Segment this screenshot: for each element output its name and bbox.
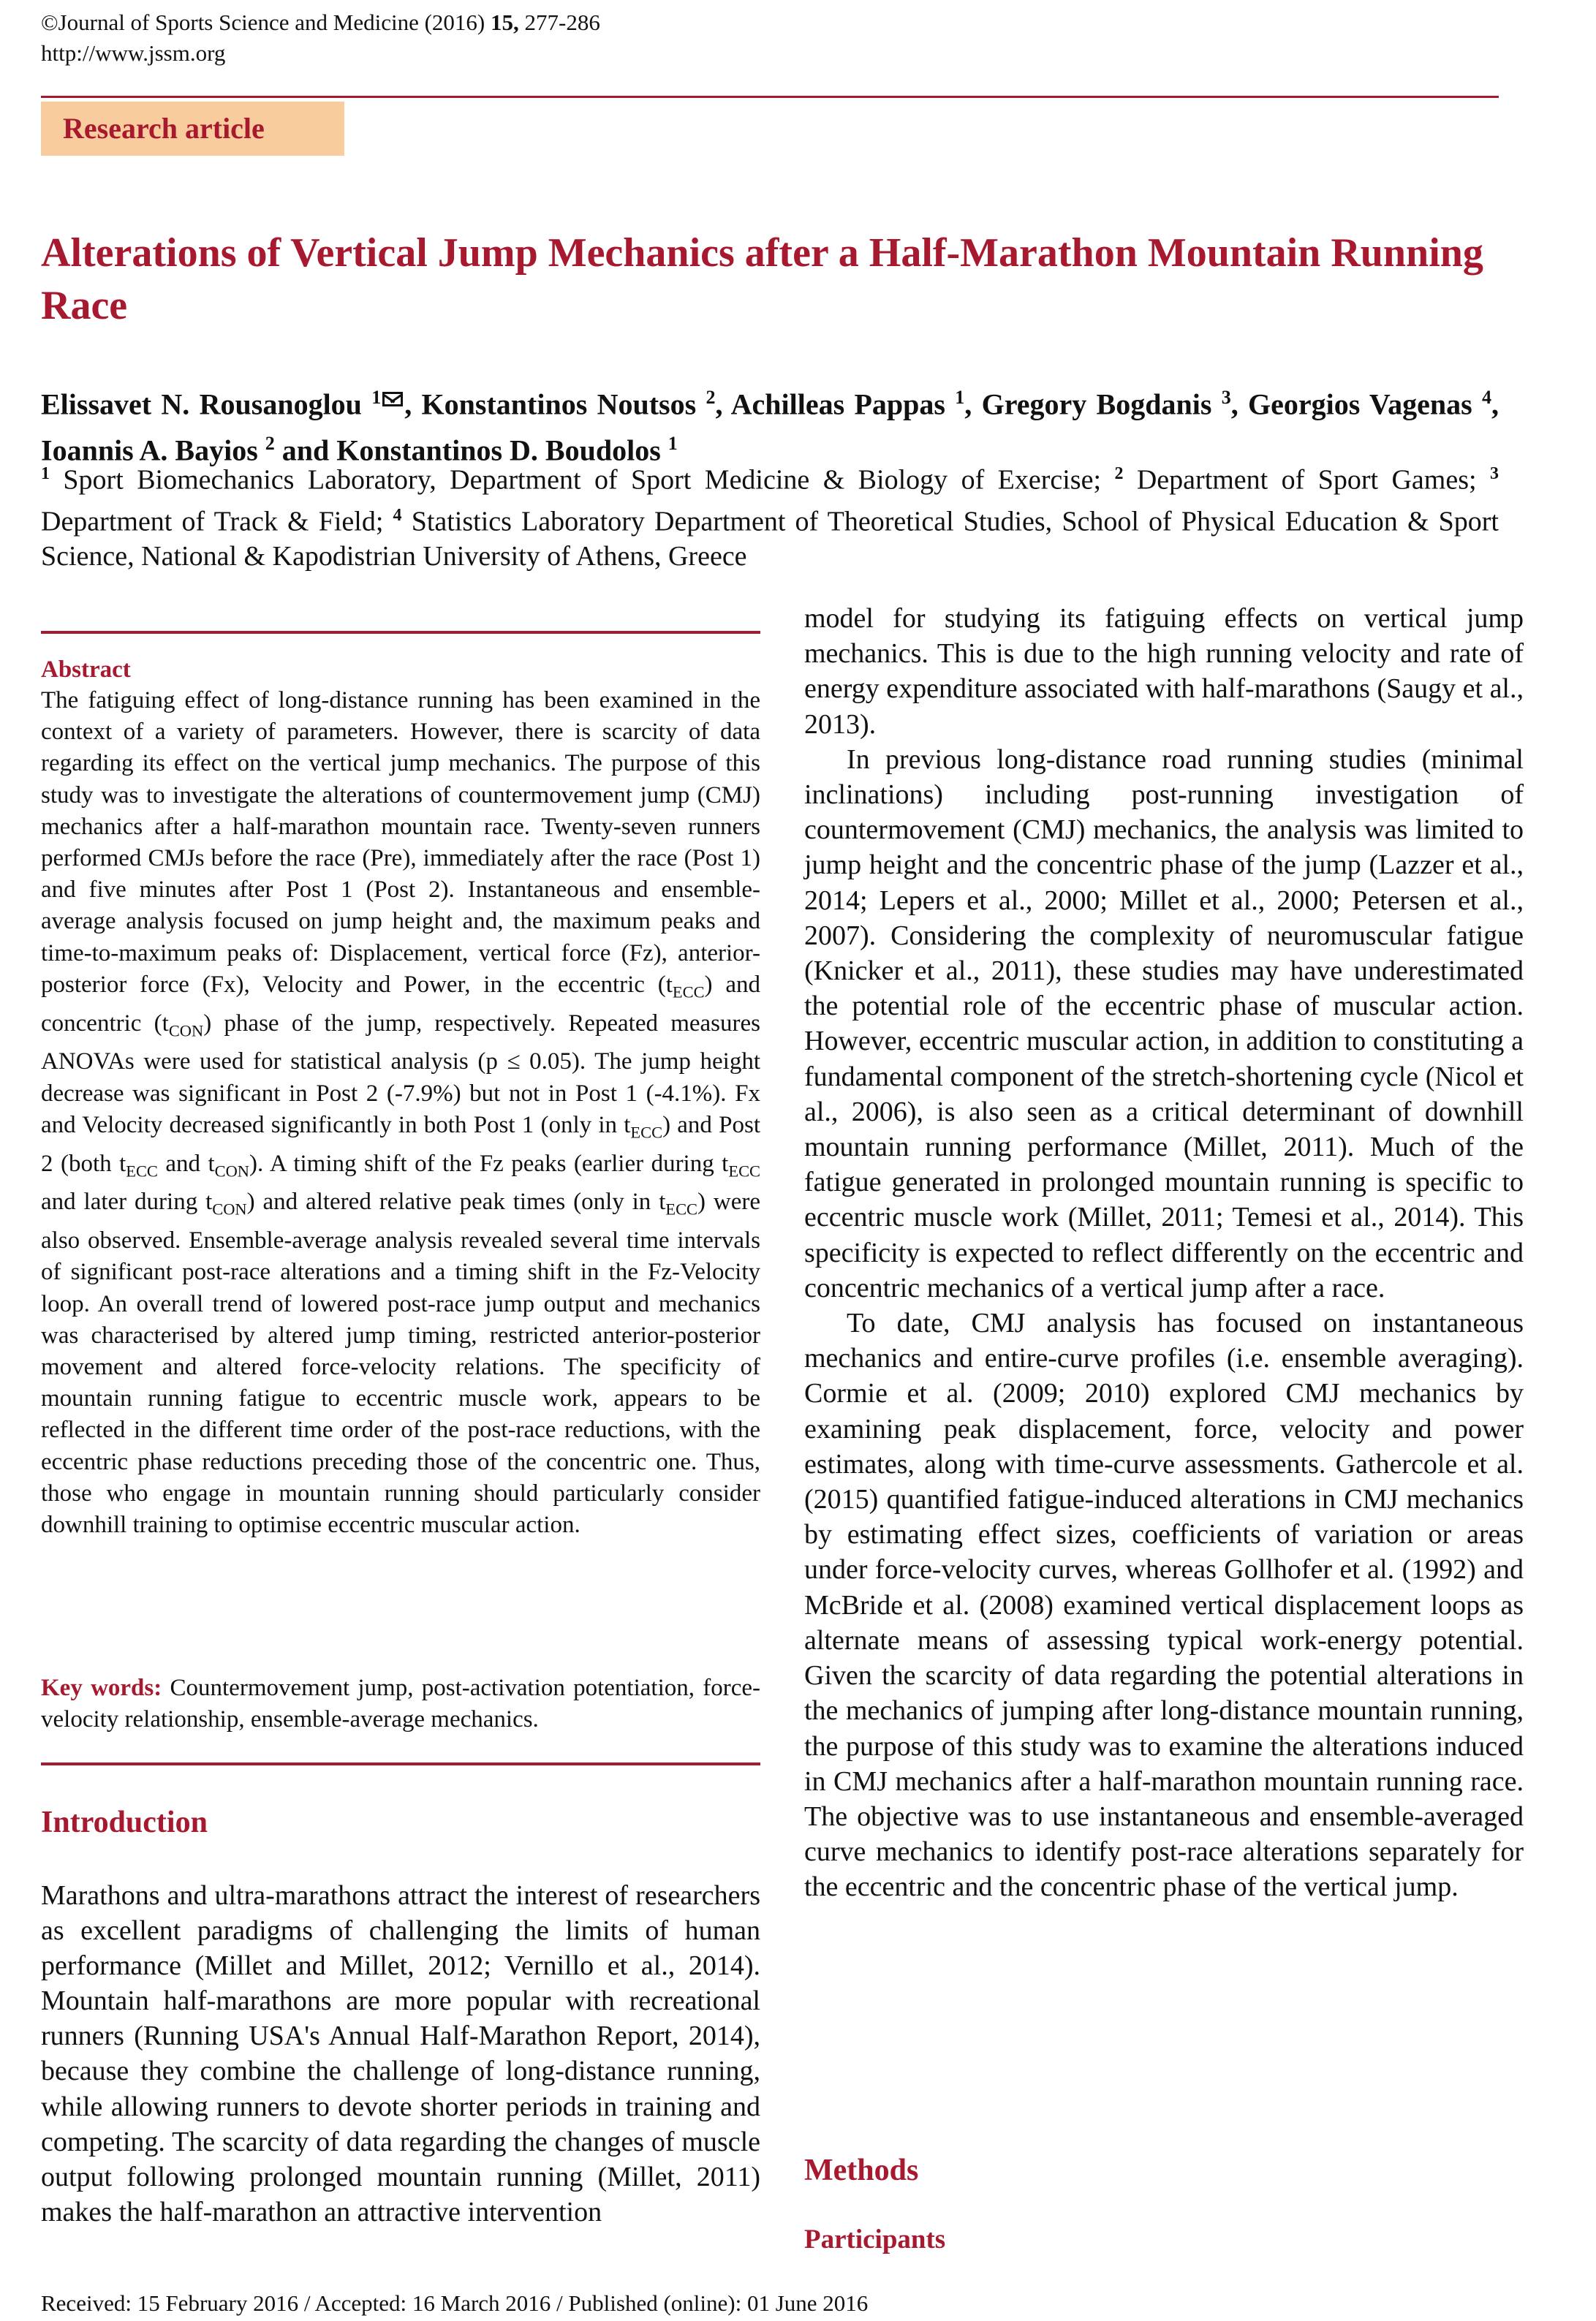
introduction-paragraph: Marathons and ultra-marathons attract the interest of researchers as excellent paradigms of challenging the limits of human performance (Millet and Millet, 2012; Vernillo et al., 2014). Mountain half-marathons are more popular with recreational runners (Running USA's Annual Half-Marathon Report, 2014), because they combine the challenge of long-distance running, while allowing runners to devote shorter periods in training and competing. The scarcity of data regarding the changes of muscle output following prolonged mountain running (Millet, 2011) makes the half-marathon an attractive intervention bbox=[41, 1880, 760, 2227]
abstract-label: Abstract bbox=[41, 656, 131, 683]
introduction-heading: Introduction bbox=[41, 1806, 208, 1839]
abstract-top-rule bbox=[41, 631, 760, 634]
email-icon[interactable] bbox=[382, 392, 403, 406]
journal-citation: ©Journal of Sports Science and Medicine (2016) 15, 277-286 bbox=[41, 10, 600, 35]
header-rule bbox=[41, 96, 1499, 98]
received-dates-footer: Received: 15 February 2016 / Accepted: 16 March 2016 / Published (online): 01 June 2016 bbox=[41, 2290, 869, 2316]
article-title: Alterations of Vertical Jump Mechanics after a Half-Marathon Mountain Running Race bbox=[41, 230, 1483, 328]
author-list: Elissavet N. Rousanoglou $^1$ , Konstantinos Noutsos $^2$, Achilleas Pappas $^1$, Gregory Bogdanis $^3$, Georgios Vagenas $^4$, Ioannis A. Bayios $^2$ and Konstantinos D. Boudolos $^1$ bbox=[41, 387, 1499, 467]
paragraph: model for studying its fatiguing effects on vertical jump mechanics. This is due to the high running velocity and rate of energy expenditure associated with half-marathons (Saugy et al., 2013). bbox=[804, 603, 1524, 740]
journal-header bbox=[41, 7, 600, 69]
participants-subheading: Participants bbox=[804, 2225, 946, 2254]
right-column-text bbox=[804, 601, 1524, 1905]
journal-url[interactable]: http://www.jssm.org bbox=[41, 40, 226, 66]
methods-heading: Methods bbox=[804, 2154, 919, 2187]
abstract-bottom-rule bbox=[41, 1762, 760, 1765]
abstract-text: The fatiguing effect of long-distance running has been examined in the context of a variety of parameters. However, there is scarcity of data regarding its effect on the vertical jump mechanics. The purpose of this study was to investigate the alterations of countermovement jump (CMJ) mechanics after a half-marathon mountain race. Twenty-seven runners performed CMJs before the race (Pre), immediately after the race (Post 1) and five minutes after Post 1 (Post 2). Instantaneous and ensemble-average analysis focused on jump height and, the maximum peaks and time-to-maximum peaks of: Displacement, vertical force (Fz), anterior-posterior force (Fx), Velocity and Power, in the eccentric $(t_{ECC})$ and concentric $(t_{CON})$ phase of the jump, respectively. Repeated measures ANOVAs were used for statistical analysis (p ≤ 0.05). The jump height decrease was significant in Post 2 (-7.9%) but not in Post 1 (-4.1%). Fx and Velocity decreased significantly in both Post 1 (only in $t_{ECC}$) and Post 2 (both $t_{ECC}$ and $t_{CON}$). A timing shift of the Fz peaks (earlier during $t_{ECC}$ and later during $t_{CON}$) and altered relative peak times (only in $t_{ECC}$) were also observed. Ensemble-average analysis revealed several time intervals of significant post-race alterations and a timing shift in the Fz-Velocity loop. An overall trend of lowered post-race jump output and mechanics was characterised by altered jump timing, restricted anterior-posterior movement and altered force-velocity relations. The specificity of mountain running fatigue to eccentric muscle work, appears to be reflected in the different time order of the post-race reductions, with the eccentric phase reductions preceding those of the concentric one. Thus, those who engage in mountain running should particularly consider downhill training to optimise eccentric muscular action. bbox=[41, 687, 761, 1539]
paragraph: To date, CMJ analysis has focused on instantaneous mechanics and entire-curve profiles (i.e. ensemble averaging). Cormie et al. (2009; 2010) explored CMJ mechanics by examining peak displacement, force, velocity and power estimates, along with time-curve assessments. Gathercole et al. (2015) quantified fatigue-induced alterations in CMJ mechanics by estimating effect sizes, coefficients of variation or areas under force-velocity curves, whereas Gollhofer et al. (1992) and McBride et al. (2008) examined vertical displacement loops as alternate means of assessing typical work-energy potential. Given the scarcity of data regarding the potential alterations in the mechanics of jumping after long-distance mountain running, the purpose of this study was to examine the alterations induced in CMJ mechanics after a half-marathon mountain running race. The objective was to use instantaneous and ensemble-averaged curve mechanics to identify post-race alterations separately for the eccentric and the concentric phase of the vertical jump. bbox=[804, 1308, 1524, 1903]
paragraph: In previous long-distance road running studies (minimal inclinations) including post-running investigation of countermovement (CMJ) mechanics, the analysis was limited to jump height and the concentric phase of the jump (Lazzer et al., 2014; Lepers et al., 2000; Millet et al., 2000; Petersen et al., 2007). Considering the complexity of neuromuscular fatigue (Knicker et al., 2011), these studies may have underestimated the potential role of the eccentric phase of muscular action. However, eccentric muscular action, in addition to constituting a fundamental component of the stretch-shortening cycle (Nicol et al., 2006), is also seen as a critical determinant of downhill mountain running performance (Millet, 2011). Much of the fatigue generated in prolonged mountain running is specific to eccentric muscle work (Millet, 2011; Temesi et al., 2014). This specificity is expected to reflect differently on the eccentric and concentric mechanics of a vertical jump after a race. bbox=[804, 743, 1524, 1303]
article-type-badge: Research article bbox=[41, 102, 344, 156]
keywords: Key words: Countermovement jump, post-activation potentiation, force-velocity relationship, ensemble-average mechanics. bbox=[41, 1675, 761, 1733]
affiliations: $^1$ Sport Biomechanics Laboratory, Department of Sport Medicine & Biology of Exercise; $^2$ Department of Sport Games; $^3$ Department of Track & Field; $^4$ Statistics Laboratory Department of Theoretical Studies, School of Physical Education & Sport Science, National & Kapodistrian University of Athens, Greece bbox=[41, 464, 1499, 572]
